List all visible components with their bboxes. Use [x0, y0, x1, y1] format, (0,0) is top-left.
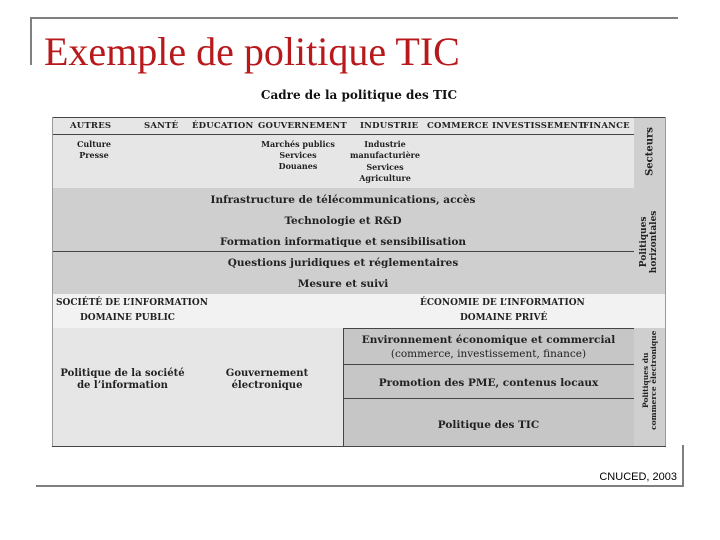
politique-societe-line1: Politique de la société	[60, 368, 185, 379]
side-label-secteurs: Secteurs	[644, 127, 656, 176]
economie-information-label: ÉCONOMIE DE L’INFORMATION	[420, 298, 585, 308]
policy-mesure-suivi: Mesure et suivi	[297, 278, 389, 290]
frame-bottom-line	[36, 485, 684, 487]
sector-industrie: INDUSTRIE	[360, 121, 419, 131]
societe-information-label: SOCIÉTÉ DE L’INFORMATION	[56, 298, 208, 308]
source-credit: CNUCED, 2003	[599, 471, 677, 483]
autres-item: Culture	[76, 139, 112, 149]
industrie-item: Agriculture	[359, 173, 411, 183]
figure-title: Cadre de la politique des TIC	[260, 88, 458, 102]
promotion-pme: Promotion des PME, contenus locaux	[378, 377, 599, 389]
slide-title: Exemple de politique TIC	[44, 29, 460, 74]
gouvernement-item: Services	[279, 150, 317, 160]
gouvernement-item: Marchés publics	[261, 139, 335, 149]
side-label-horizontal-line1: Politiques	[639, 216, 650, 268]
environnement-details: (commerce, investissement, finance)	[390, 348, 587, 360]
sector-education: ÉDUCATION	[192, 121, 254, 131]
frame-left-line	[30, 17, 32, 65]
policy-technologie: Technologie et R&D	[284, 215, 402, 227]
industrie-item: Industrie	[364, 139, 406, 149]
sector-investissement: INVESTISSEMENT	[492, 121, 585, 131]
frame-top-line	[30, 17, 678, 19]
autres-item: Presse	[79, 150, 109, 160]
side-label-horizontal-line2: horizontales	[649, 210, 659, 274]
sector-sante: SANTÉ	[144, 121, 179, 131]
policy-questions-juridiques: Questions juridiques et réglementaires	[227, 257, 459, 269]
frame-bottom-right-line	[682, 445, 684, 487]
side-label-horizontal	[640, 207, 660, 277]
politique-societe-information	[55, 368, 190, 391]
gouvernement-item: Douanes	[278, 161, 318, 171]
side-label-commerce-line2: commerce électronique	[649, 330, 658, 430]
policy-formation: Formation informatique et sensibilisation	[219, 236, 466, 248]
industrie-item: manufacturière	[350, 150, 420, 160]
sector-gouvernement: GOUVERNEMENT	[258, 121, 347, 131]
policy-infrastructure: Infrastructure de télécommunications, accès	[210, 194, 476, 206]
domaine-prive-label: DOMAINE PRIVÉ	[460, 313, 548, 323]
gouvernement-electronique	[212, 368, 322, 391]
environnement-economique: Environnement économique et commercial	[361, 334, 616, 346]
industrie-item: Services	[366, 162, 404, 172]
side-label-commerce-line1: Politiques du	[640, 352, 650, 408]
gouv-electronique-line1: Gouvernement	[225, 368, 309, 379]
sector-finance: FINANCE	[583, 121, 630, 131]
side-label-commerce-electronique	[642, 325, 659, 435]
sector-commerce: COMMERCE	[427, 121, 489, 131]
sector-autres: AUTRES	[70, 121, 112, 131]
politique-societe-line2: de l’information	[77, 379, 168, 391]
gouv-electronique-line2: électronique	[231, 379, 303, 391]
politique-des-tic: Politique des TIC	[437, 419, 540, 431]
domaine-public-label: DOMAINE PUBLIC	[80, 313, 175, 323]
